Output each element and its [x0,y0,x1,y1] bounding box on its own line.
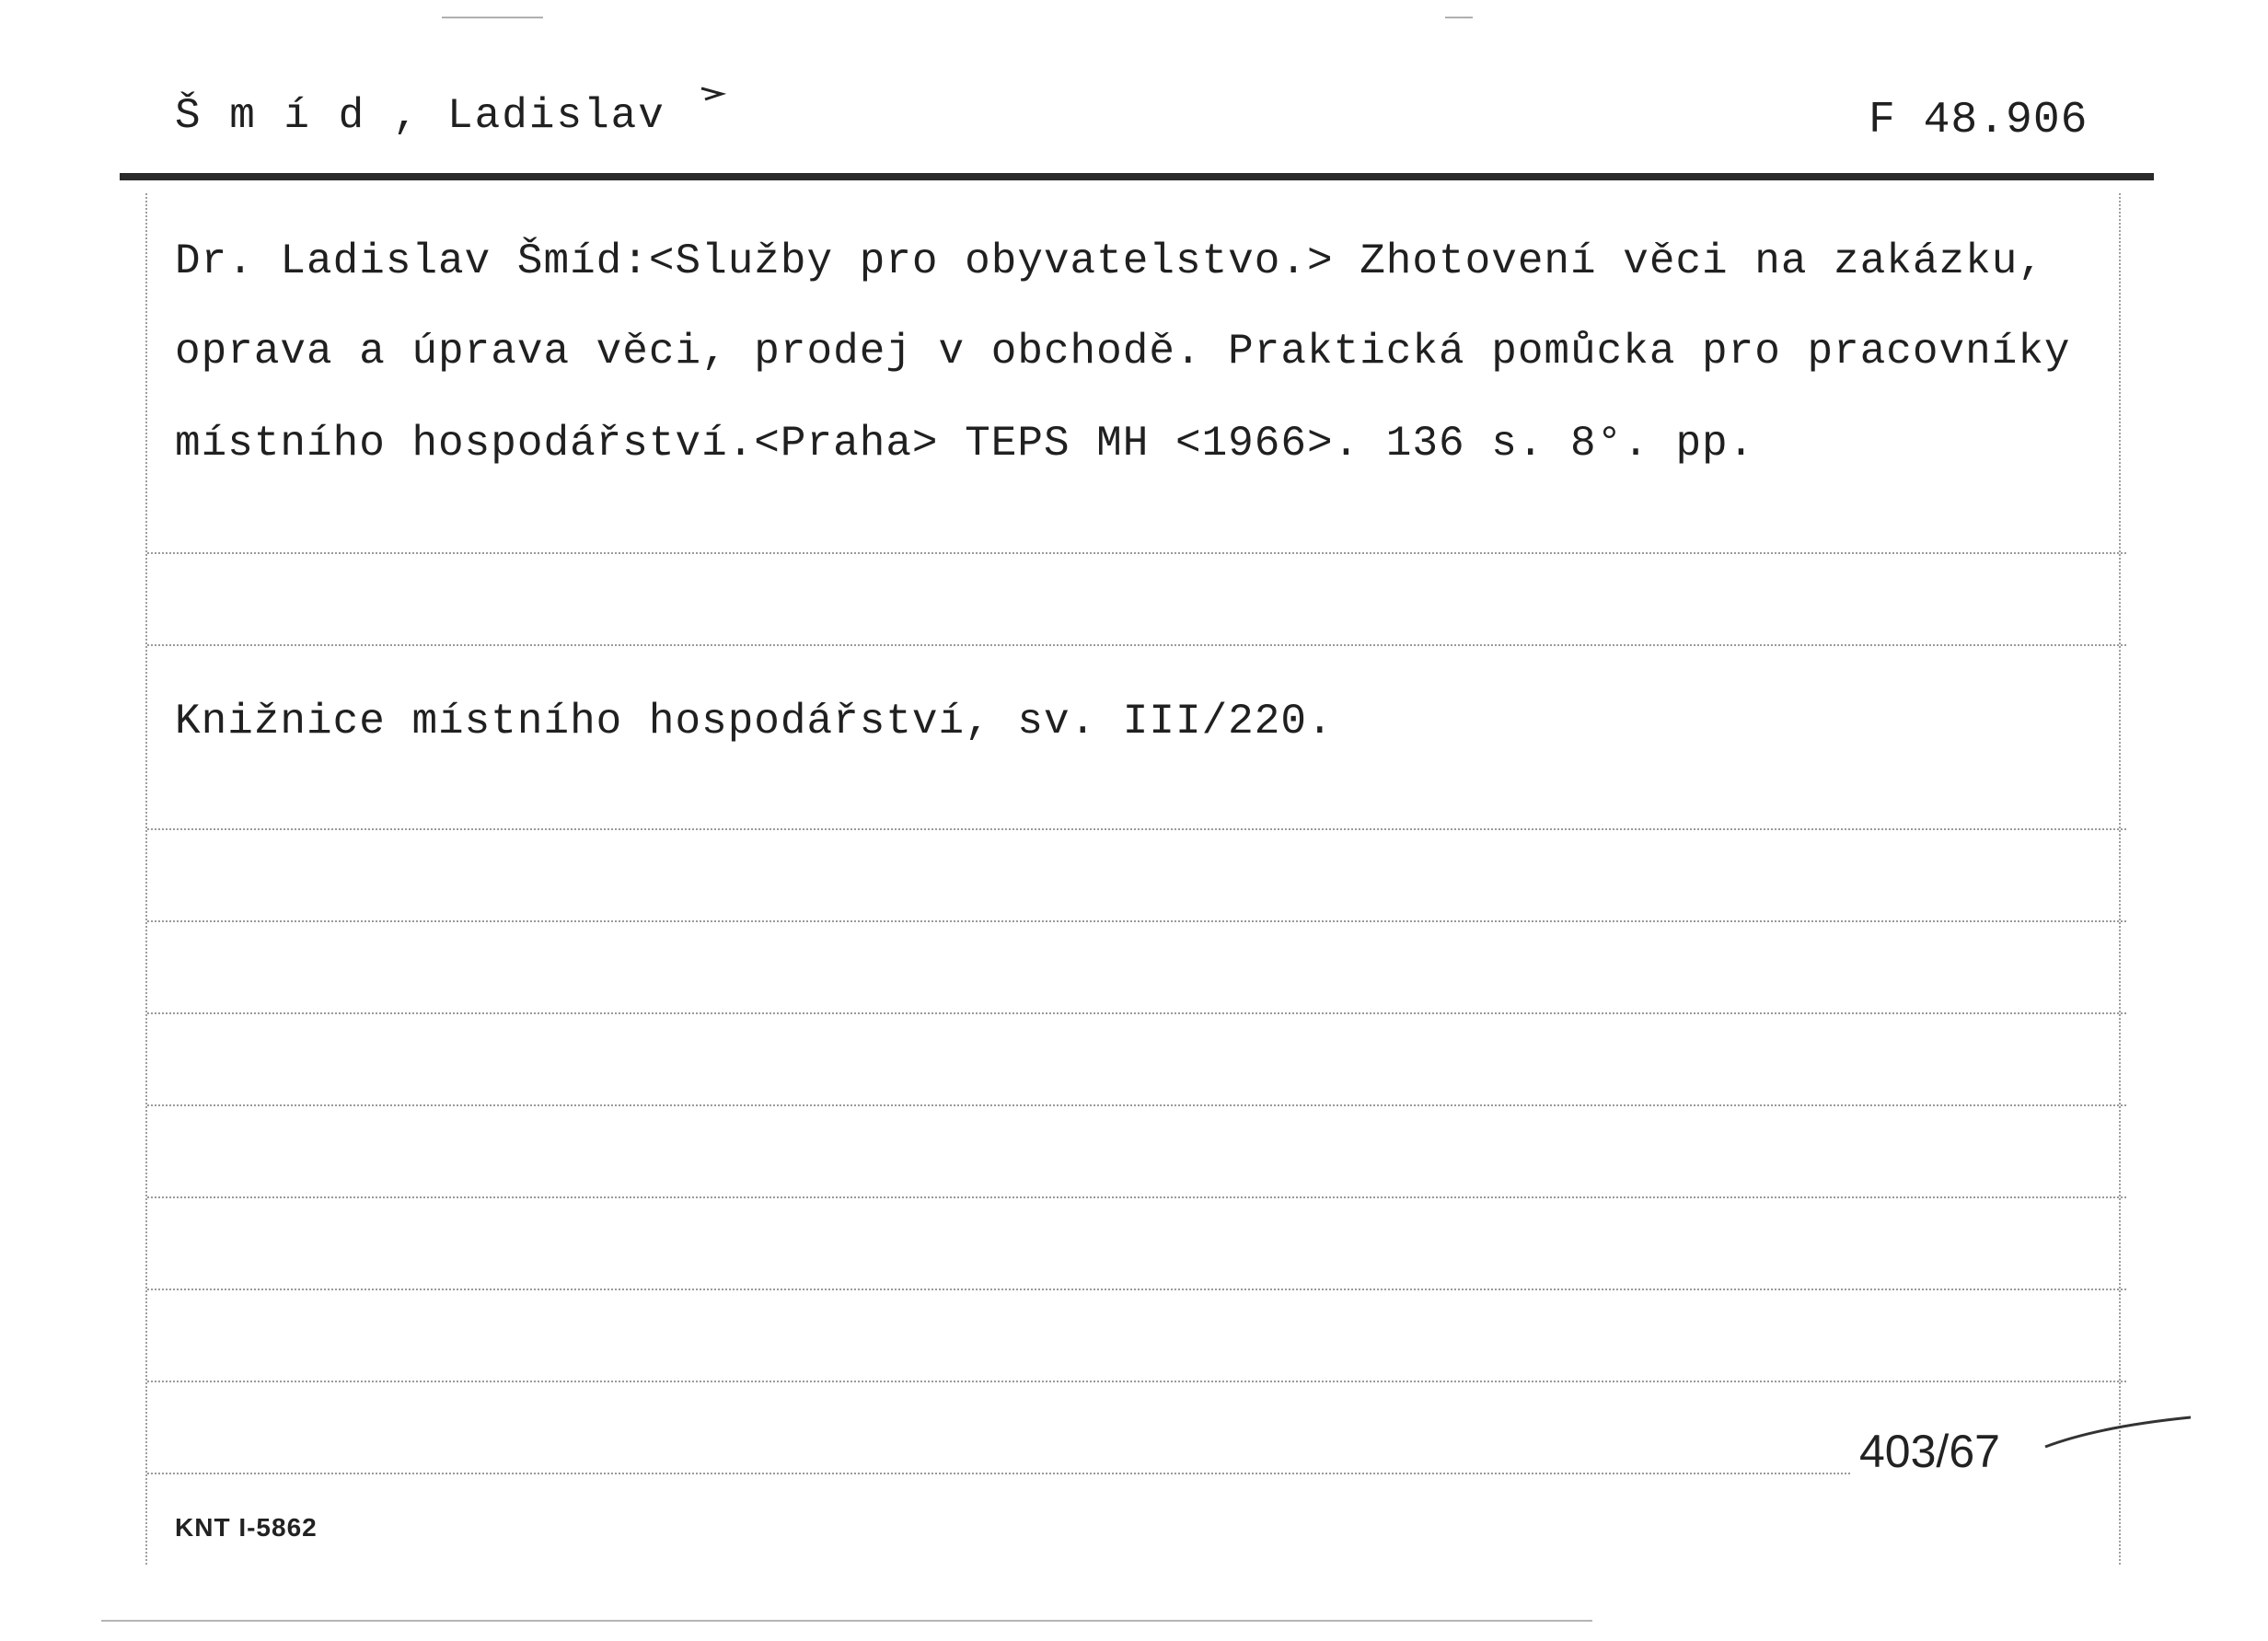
accession-number: 403/67 [1859,1426,2000,1477]
call-number: F 48.906 [1869,96,2089,145]
ruled-line [147,1381,2126,1382]
ruled-line [147,1289,2126,1290]
series-note: Knižnice místního hospodářství, sv. III/220. [175,698,1334,745]
description-line-3: místního hospodářství.<Praha> TEPS MH <1966>. 136 s. 8°. pp. [175,420,1755,468]
left-margin-line [145,193,147,1565]
pen-stroke-icon [2043,1408,2200,1454]
ruled-line [147,1104,2126,1106]
card-heading-author: Š m í d , Ladislav [175,92,665,140]
description-line-1: Dr. Ladislav Šmíd:<Služby pro obyvatelstvo.> Zhotovení věci na zakázku, [175,237,2044,285]
card-bottom-edge [101,1620,1592,1622]
top-edge-mark [1445,17,1473,18]
ruled-line [147,828,2126,830]
top-edge-mark [442,17,543,18]
ruled-line [147,920,2126,922]
arrow-mark-icon [700,81,727,103]
description-line-2: oprava a úprava věci, prodej v obchodě. Praktická pomůcka pro pracovníky [175,328,2071,376]
heading-rule [120,173,2154,180]
ruled-line [147,1012,2126,1014]
ruled-line [147,644,2126,646]
ruled-line [147,1196,2126,1198]
ruled-line [147,552,2126,554]
right-margin-line [2119,193,2121,1565]
form-number: KNT I-5862 [175,1513,318,1542]
ruled-line [147,1473,1850,1474]
